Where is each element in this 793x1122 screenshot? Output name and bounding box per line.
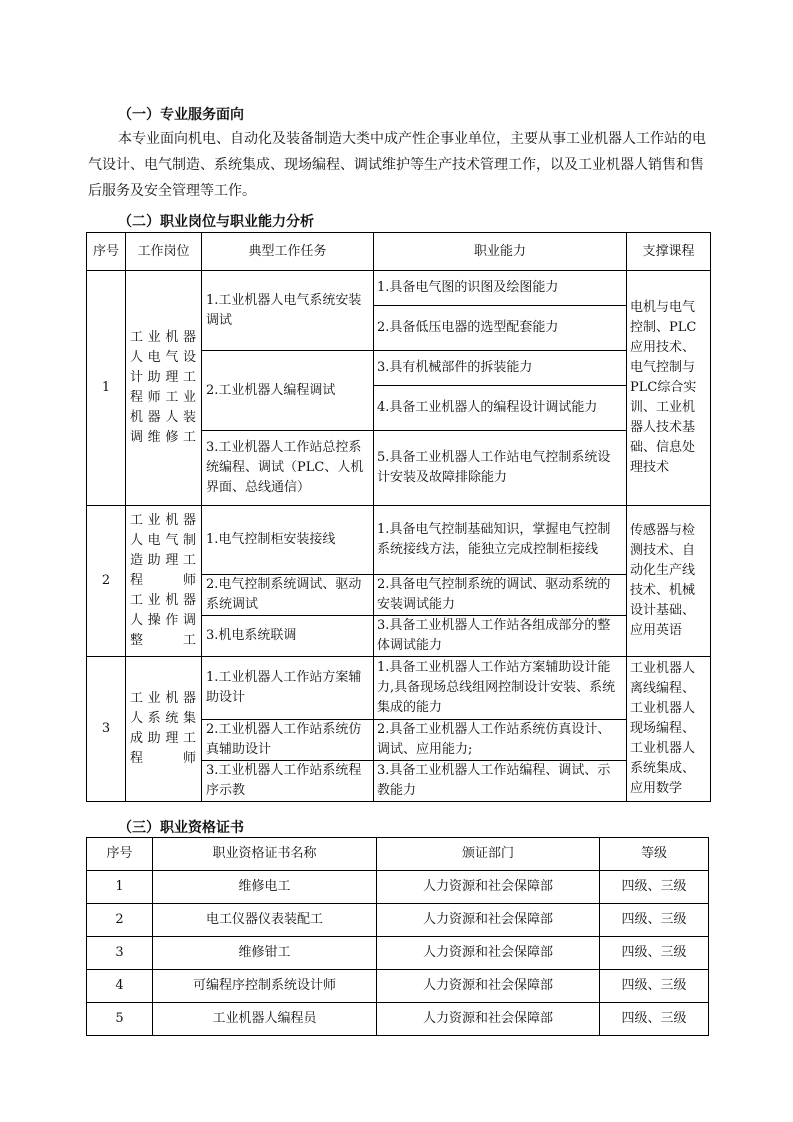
group-2-job-2: 工业机器人操作调整工: [130, 593, 197, 648]
table-row: [87, 506, 711, 575]
group-3-ability-1: 1.具备工业机器人工作站方案辅助设计能力,具备现场总线组网控制设计安装、系统集成的能力: [374, 657, 627, 720]
section1-heading: （一）专业服务面向: [118, 107, 244, 123]
group-2-task-1: 1.电气控制柜安装接线: [202, 506, 374, 575]
table-row: [87, 937, 709, 970]
group-1-task-3: 3.工业机器人工作站总控系统编程、调试（PLC、人机界面、总线通信）: [202, 431, 374, 506]
group-1-ability-4: 4.具备工业机器人的编程设计调试能力: [374, 386, 627, 431]
group-1-ability-2: 2.具备低压电器的选型配套能力: [374, 306, 627, 351]
cert-level: 四级、三级: [600, 970, 709, 1003]
group-3-course: 工业机器人离线编程、工业机器人现场编程、工业机器人系统集成、应用数学: [627, 657, 711, 802]
cert-no: 4: [87, 970, 153, 1003]
group-2-task-2: 2.电气控制系统调试、驱动系统调试: [202, 575, 374, 616]
group-2-ability-1: 1.具备电气控制基础知识，掌握电气控制系统接线方法，能独立完成控制柜接线: [374, 506, 627, 575]
section1-paragraph: 本专业面向机电、自动化及装备制造大类中成产性企事业单位，主要从事工业机器人工作站的电气设计、电气制造、系统集成、现场编程、调试维护等生产技术管理工作，以及工业机器人销售和售后服务及安全管理等工作。: [88, 131, 706, 199]
cert-level: 四级、三级: [600, 904, 709, 937]
certificate-table: [86, 837, 709, 1036]
header-task: 典型工作任务: [202, 233, 374, 271]
cert-name: 可编程序控制系统设计师: [153, 970, 377, 1003]
header-job: 工作岗位: [126, 233, 202, 271]
cert-level: 四级、三级: [600, 937, 709, 970]
table-row: [87, 904, 709, 937]
group-2-job-cell: [126, 506, 202, 657]
cert-header-level: 等级: [600, 838, 709, 871]
group-2-ability-3: 3.具备工业机器人工作站各组成部分的整体调试能力: [374, 616, 627, 657]
group-1-task-2: 2.工业机器人编程调试: [202, 351, 374, 431]
cert-level: 四级、三级: [600, 1003, 709, 1036]
career-ability-table: [86, 232, 711, 802]
group-3-ability-3: 3.具备工业机器人工作站编程、调试、示教能力: [374, 761, 627, 802]
cert-header-name: 职业资格证书名称: [153, 838, 377, 871]
section3-heading: （三）职业资格证书: [118, 820, 244, 836]
section2-heading: （二）职业岗位与职业能力分析: [118, 214, 314, 230]
cert-dept: 人力资源和社会保障部: [377, 871, 600, 904]
cert-no: 2: [87, 904, 153, 937]
table-row: [87, 271, 711, 306]
group-2-job: 工业机器人电气制造助理工程师: [130, 513, 197, 588]
header-ability: 职业能力: [374, 233, 627, 271]
cert-no: 5: [87, 1003, 153, 1036]
group-1-ability-5: 5.具备工业机器人工作站电气控制系统设计安装及故障排除能力: [374, 431, 627, 506]
table-row: [87, 1003, 709, 1036]
cert-name: 维修电工: [153, 871, 377, 904]
cert-header-dept: 颁证部门: [377, 838, 600, 871]
group-3-no: 3: [87, 657, 126, 802]
group-1-task-1: 1.工业机器人电气系统安装调试: [202, 271, 374, 351]
table-row: [87, 871, 709, 904]
table-header-row: [87, 233, 711, 271]
group-2-course: 传感器与检测技术、自动化生产线技术、机械设计基础、应用英语: [627, 506, 711, 657]
group-3-task-3: 3.工业机器人工作站系统程序示教: [202, 761, 374, 802]
group-3-ability-2: 2.具备工业机器人工作站系统仿真设计、调试、应用能力;: [374, 720, 627, 761]
header-no: 序号: [87, 233, 126, 271]
group-1-course: 电机与电气控制、PLC应用技术、电气控制与PLC综合实训、工业机器人技术基础、信息处理技术: [627, 271, 711, 506]
cert-dept: 人力资源和社会保障部: [377, 1003, 600, 1036]
table-row: [87, 657, 711, 720]
cert-name: 维修钳工: [153, 937, 377, 970]
group-2-ability-2: 2.具备电气控制系统的调试、驱动系统的安装调试能力: [374, 575, 627, 616]
group-2-no: 2: [87, 506, 126, 657]
group-3-task-2: 2.工业机器人工作站系统仿真辅助设计: [202, 720, 374, 761]
cert-name: 工业机器人编程员: [153, 1003, 377, 1036]
cert-name: 电工仪器仪表装配工: [153, 904, 377, 937]
cert-no: 1: [87, 871, 153, 904]
group-2-task-3: 3.机电系统联调: [202, 616, 374, 657]
group-3-job: 工业机器人系统集成助理工程师: [126, 657, 202, 802]
table-header-row: [87, 838, 709, 871]
cert-header-no: 序号: [87, 838, 153, 871]
group-1-job: 工业机器人电气设计助理工程师工业机器人装调维修工: [126, 271, 202, 506]
cert-level: 四级、三级: [600, 871, 709, 904]
group-1-ability-3: 3.具有机械部件的拆装能力: [374, 351, 627, 386]
cert-dept: 人力资源和社会保障部: [377, 904, 600, 937]
table-row: [87, 970, 709, 1003]
group-3-task-1: 1.工业机器人工作站方案辅助设计: [202, 657, 374, 720]
cert-no: 3: [87, 937, 153, 970]
group-1-ability-1: 1.具备电气图的识图及绘图能力: [374, 271, 627, 306]
cert-dept: 人力资源和社会保障部: [377, 937, 600, 970]
cert-dept: 人力资源和社会保障部: [377, 970, 600, 1003]
group-1-no: 1: [87, 271, 126, 506]
header-course: 支撑课程: [627, 233, 711, 271]
